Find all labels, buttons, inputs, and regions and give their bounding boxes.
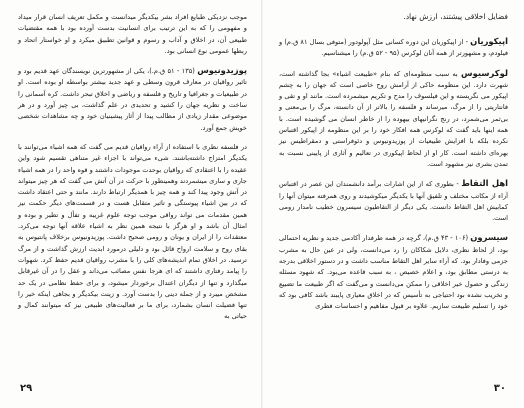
paragraph-text: موجب نزدیکی طبایع افراد بشر بیکدیگر میدانست و مکمل تعریف انسان قرار میداد و مفهومی را که به این ترتیب برای انسانیت بدست آورده بود با همه مقتضیات طبیعی آن، در اخلاق و آداب و رسوم و قوانین تطبیق میکرد و او خواستار اتحاد و ربطها عمومی نوع انسانی بود. — [18, 13, 247, 55]
running-head: فضایل اخلاقی پیشتند، ارزش نهاد. — [403, 12, 508, 21]
page-number-right: ۳۰ — [493, 383, 506, 394]
section-heading-epicureans: اپیکوریان — [470, 36, 508, 46]
paragraph-text: به سبب منظومه‌ای که بنام «طبیعت اشیاء» بجا گذاشته است، شهرت دارد. این منظومه حاکی از آرامش روح خاصی است که جهان را به چشم اپیکور می نگریسته و این فیلسوف را مدح و تکریم میشمرده است. مانند او و تقی و فانتاریتی را از مرگ، میرساند و فلسفه را بالاتر از آن دانسته، مرگ را بی‌معنی و بی‌ثمر می‌شمرد، در رنج نگرانیهای بیهوده را از خاطر انسان می گوشیده است. با همه اینها باید گفت که لوکرس همه افکار خود را بر این منظومه از اپیکور اقتباس نکرده بلکه با افزایش طبیعیات از پوزیدونیوس و دئوفراستی و دمقراطیس نیز بهره‌ای داشته است. کار او از لحاظ اپیکوری در تعالیم و آثاری از پایینی نسبت به تمدن بشری نیز مشهود است. — [279, 69, 508, 168]
paragraph-text: (۱۳۵ - ۵۱ ق.م.)، یکی از مشهورترین نویسندگان عهد قدیم بود و تاثیر رواقیان در معارف قرون وسطی و عهد جدید بیشتر بواسطه او بوده است. او در طبیعیات و جغرافیا و تاریخ و فلسفه و ریاضی و اخلاق تبحر داشت. کره آسمانی را ساخت و نظریه جهان را کشید و تحدیدی در علم گذاشت، بی چیز آورد و در هر موضوعی مقدار زیادی از مطالب پیدا از آثار پیشینیان خود و چه مشاهدات شخصی خویش جمع آورد. — [18, 67, 247, 132]
section-heading-cicero: سیسرون — [470, 232, 508, 243]
left-paragraph-3 — [18, 142, 247, 323]
section-heading-lucretius: لوکرسیوس — [461, 67, 508, 78]
paragraph-text: در فلسفه نظری با استفاده از آراء رواقیان قدیم می گفت که همه اشیاء می‌توانند با یکدیگر امتزاج داشته‌باشند. شیء می‌تواند با اجزاء غیر متناهی تقسیم شود واین عقیده را با اعتقادی که رواقیان بوحدت موجودات داشتند و قوه واحد را در همه اشیاء جاری و ساری میشمردند وهمینطور با حرکت در آن آتش می گفت که هر چیز میتواند در آتش وجود پیدا کند و همه چیز با همدیگر ارتباط دارند. مانند و حتی اعتقاد داشت که در بین اشیاء پیوستگی و تاثیر متقابل هست و در قسمت‌های دیگر حکمت نیز همین مقدمات می تواند رواقی موجب توجه علوم غریبه و تفأل و تطیر و بوده و امثال آن باشد و او هرگز با نتیجه همین نظر به اشیاء علاقه آنها توجه می‌کرد. معتقدات را از ایران و یونان و رومی صحیح داشت. پوزیدونیوس برخلاف پانتیوس به بقای روح و سلامت ارواح قائل بود و دلیلی درمورد ابدیت ارزش گذاشت و از مرگ ترسید. در اخلاق تمام اندیشه‌های کلی را با مشرب رواقیان قدیم حفظ کرد. شهوات را پیامد رفتاری داشتند که ای هرجا نفس مصائب می‌داند و عقل را در آن غیرقابل میگذارد و تنها از دیگران اعتدال برخوردار میشود، و برای حفظ نظامی در یک حد مشخص میبرد و از جمله دینی را بدست آورد. و زینت بیکدیگر و بجاهی اینکه خیر را تنها فضیلت انسان بشمارد، برای ما بر فعالیت‌های طبیعی نیز که میتوانند کمال و حیاتی به — [18, 142, 247, 321]
paragraph-text: - از اپیکوریان این دوره کسانی مثل آپولودور (متوفی بسال ۸۱ ق.م) و فیلودم، و مشهورتر از همه آنان لوکرس (۹۵ - ۵۲ ق.م) را میشناسیم. — [279, 38, 508, 58]
left-paragraph-1 — [18, 12, 247, 57]
left-page — [0, 0, 261, 408]
right-paragraph-2 — [279, 68, 508, 171]
right-page — [263, 0, 524, 408]
paragraph-text: (۱۰۶ - ۴۳ ق.م)، گرچه در همه طرفدار آکادمی جدید و نظریه احتمالی بود، از لحاظ نظری، دلایل شکاکان را رد می‌دانست، ولی در عین حال به مشرب جزمی وفادار بود. که آراء سایر اهل التقاط مناسب داشت و در دستور اخلاقی بدرجه به درستی مطابق بود، و اعلام خصیص ، به سبب قاعده می‌بود. که شهود مسئله زندگی و حصول خیر اخلاقی را ممکن می‌دانست و می‌گفت که اگر طبیعت ما تضییع و تخریب نشده بود احتیاجی به تأسیس که در اخلاق معیاری پایبند باشد کافی بود که خود را تسلیم طبیعت سازیم. علاوه بر قبول مفاهیم و احساسات فطری — [279, 234, 508, 311]
left-paragraph-2 — [18, 65, 247, 134]
section-heading-eclectics: اهل التقاط — [461, 178, 508, 189]
right-paragraph-4 — [279, 232, 508, 312]
section-heading-posidonius: پوزیدونیوس — [197, 65, 247, 76]
paragraph-text: - بطوری که از این اشارات برآمد دانشمندان این عصر در اقتباس آراء از مکاتب مختلف و تلفیق آنها با یکدیگر میکوشیدند و روی همرفته میتوان آنها را کمابیش اهل التقاط دانست. یکی دیگر از التقاطیون سیسرون خطیب نامدار رومی است. — [279, 180, 508, 223]
right-paragraph-3 — [279, 178, 508, 224]
right-paragraph-1 — [279, 36, 508, 60]
page-number-left: ۲۹ — [20, 383, 33, 394]
